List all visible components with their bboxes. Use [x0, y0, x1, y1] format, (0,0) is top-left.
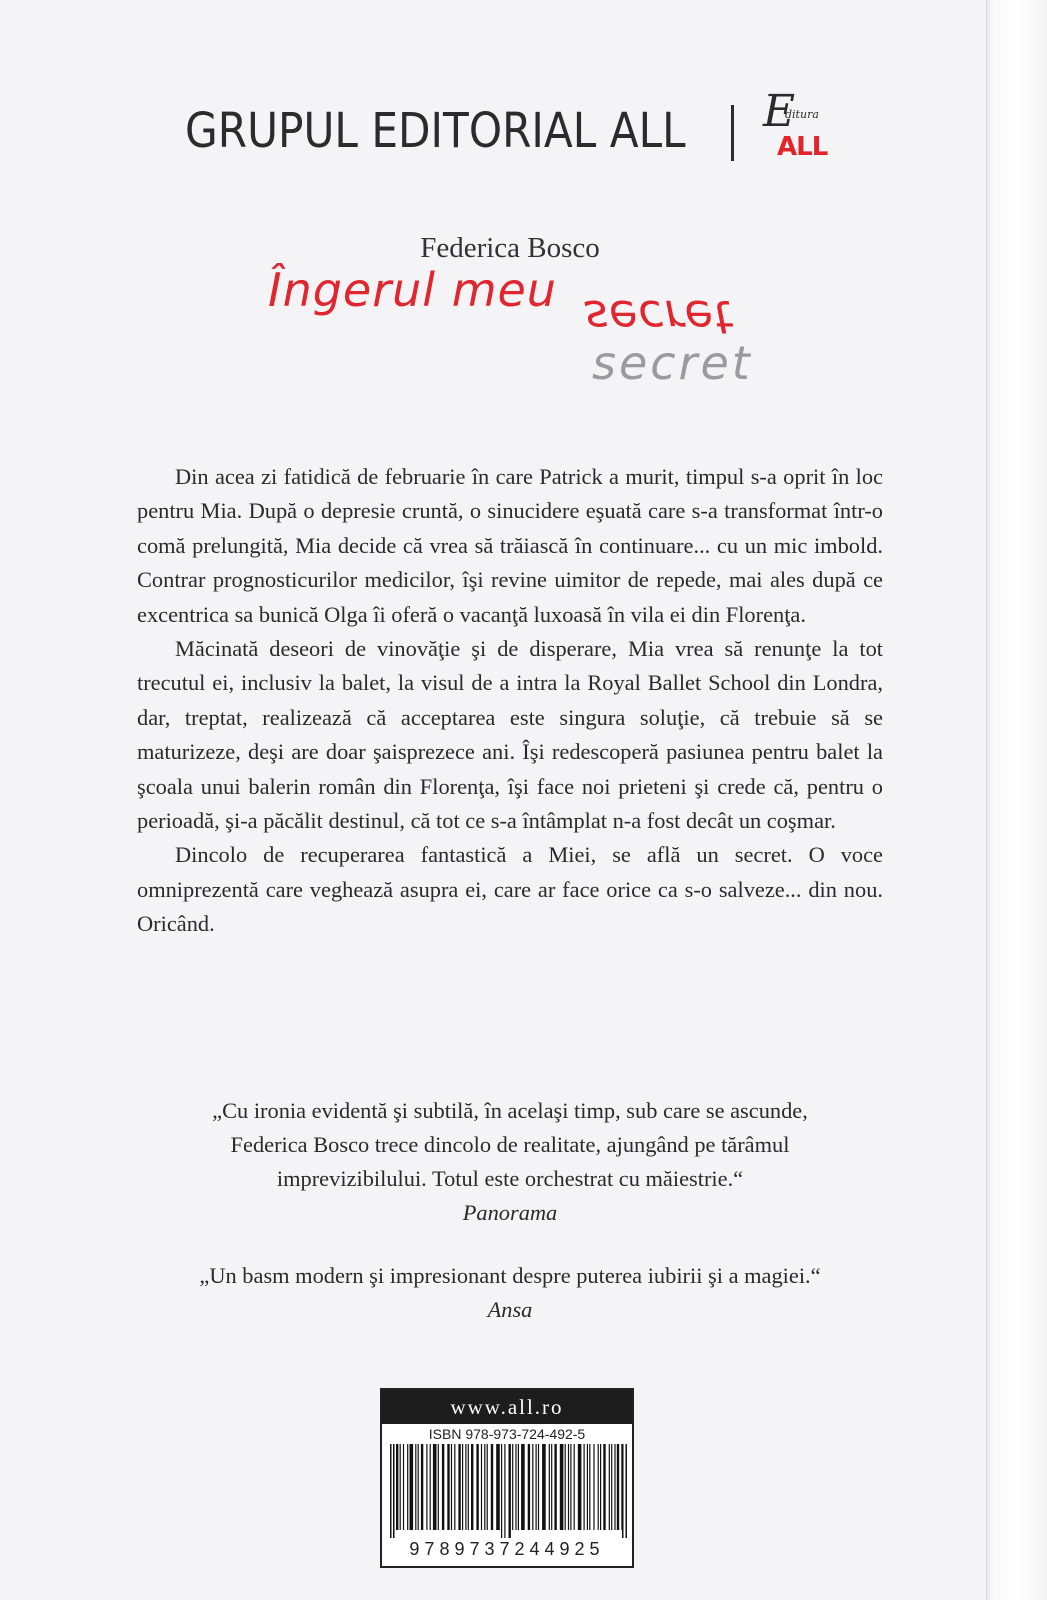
barcode-bar [532, 1444, 533, 1530]
barcode-bar [471, 1444, 473, 1530]
barcode-bar [574, 1444, 575, 1530]
book-title-mirrored-word: secret [584, 290, 733, 344]
review-line: imprevizibilului. Totul este orchestrat cu măiestrie.“ [276, 1166, 744, 1191]
book-title: Îngerul meu [268, 263, 557, 317]
editura-all-logo [755, 86, 835, 170]
barcode-bar [454, 1444, 455, 1530]
barcode-bar [501, 1444, 502, 1538]
barcode-bar [614, 1444, 615, 1530]
barcode-bar [549, 1444, 550, 1530]
barcode-bar [403, 1444, 404, 1530]
book-title-secret-word: secret [592, 336, 753, 390]
isbn-barcode-box [380, 1388, 634, 1568]
barcode-bar [600, 1444, 601, 1530]
logo-all-text: ALL [777, 132, 828, 162]
logo-editura-text: ditura [785, 108, 819, 121]
barcode-bar [390, 1444, 392, 1538]
barcode-bar [396, 1444, 398, 1530]
barcode-bar [622, 1444, 624, 1538]
barcode-bar [598, 1444, 599, 1530]
press-reviews [0, 1094, 1020, 1327]
barcode-bar [611, 1444, 612, 1530]
barcode-bar [430, 1444, 431, 1530]
review-source: Ansa [487, 1297, 533, 1322]
barcode-bar [393, 1444, 395, 1538]
barcode-bar [481, 1444, 482, 1530]
barcode-bar [603, 1444, 605, 1530]
barcode-bar [468, 1444, 469, 1530]
barcode-bar [491, 1444, 493, 1530]
barcode-bar [512, 1444, 513, 1530]
barcode-bar [504, 1444, 505, 1538]
barcode-bar [570, 1444, 571, 1530]
barcode-bar [465, 1444, 466, 1530]
logo-script-letter: E [763, 86, 796, 137]
barcode-bar [518, 1444, 519, 1530]
blurb-paragraph: Dincolo de recuperarea fantastică a Miei, se află un secret. O voce omniprezentă care veghează asupra ei, care ar face orice ca s-o salveze... din nou. Oricând. [137, 842, 883, 937]
barcode-bar [626, 1444, 628, 1538]
review-source: Panorama [462, 1200, 558, 1225]
barcode-bar [589, 1444, 590, 1530]
barcode-bar [584, 1444, 585, 1530]
barcode-bar [515, 1444, 516, 1530]
barcode-bar [565, 1444, 566, 1530]
barcode-bar [410, 1444, 414, 1530]
barcode-bar [484, 1444, 485, 1530]
barcode-bar [496, 1444, 500, 1530]
book-blurb [137, 460, 883, 942]
author-name: Federica Bosco [420, 232, 600, 264]
review-line: „Cu ironia evidentă şi subtilă, în acelaşi timp, sub care se ascunde, [212, 1098, 808, 1123]
barcode-bar [554, 1444, 556, 1530]
barcode-bar [458, 1444, 460, 1530]
barcode-bar [609, 1444, 610, 1530]
isbn-number: ISBN 978-973-724-492-5 [428, 1426, 586, 1442]
blurb-paragraph: Măcinată deseori de vinovăţie şi de disperare, Mia vrea să renunţe la tot trecutul ei, inclusiv la balet, la visul de a intra la Royal Ballet School din Londra, dar, treptat, realizează că acceptarea este singura soluţie, că trebuie să se maturizeze, deşi are doar şaisprezece ani. Îşi redescoperă pasiunea pentru balet la şcoala unui balerin român din Florenţa, îşi face noi prieteni şi crede că, pentru o perioadă, şi-a păcălit destinul, că tot ce s-a întâmplat n-a fost decât un coşmar. [137, 636, 883, 834]
barcode-bar [487, 1444, 488, 1530]
barcode-bar [521, 1444, 525, 1530]
review-quote [0, 1259, 1020, 1327]
barcode-bar [442, 1444, 444, 1530]
barcode-bar [476, 1444, 478, 1530]
barcode-bar [617, 1444, 619, 1530]
blurb-paragraph: Din acea zi fatidică de februarie în care Patrick a murit, timpul s-a oprit în loc pentru Mia. După o depresie cruntă, o sinucidere eşuată care s-a transformat într-o comă prelungită, Mia decide că vrea să trăiască în continuare... cu un mic imbold. Contrar prognosticurilor medicilor, îşi revine uimitor de repede, mai ales după ce excentrica sa bunică Olga îi oferă o vacanţă luxoasă în vila ei din Florenţa. [137, 464, 883, 627]
barcode-bar [578, 1444, 582, 1530]
barcode-bar [433, 1444, 437, 1530]
review-quote [0, 1094, 1020, 1230]
barcode-bar [509, 1444, 511, 1538]
barcode-bar [542, 1444, 546, 1530]
barcode-bar [418, 1444, 419, 1530]
barcode-bar [421, 1444, 423, 1530]
barcode-bar [447, 1444, 449, 1530]
barcode-bar [528, 1444, 530, 1530]
barcode-bar [551, 1444, 552, 1530]
website-url: www.all.ro [382, 1390, 632, 1424]
barcode-bar [587, 1444, 588, 1530]
barcode-bar [568, 1444, 569, 1530]
barcode-bar [538, 1444, 539, 1530]
review-line: „Un basm modern şi impresionant despre puterea iubirii şi a magiei.“ [199, 1263, 821, 1288]
review-line: Federica Bosco trece dincolo de realitate, ajungând pe tărâmul [230, 1132, 790, 1157]
publisher-header [185, 85, 865, 175]
barcode-bar [451, 1444, 452, 1530]
barcode-bar [536, 1444, 537, 1530]
barcode-bar [426, 1444, 427, 1530]
barcode-bar [407, 1444, 408, 1530]
publisher-name: GRUPUL EDITORIAL ALL [185, 103, 686, 159]
barcode-bar [560, 1444, 564, 1530]
header-divider [731, 105, 734, 161]
barcode-bar [462, 1444, 463, 1530]
barcode-bar [593, 1444, 594, 1530]
barcode-bar [438, 1444, 439, 1530]
barcode-digits: 9789737244925 [409, 1539, 605, 1559]
barcode-bar [415, 1444, 416, 1530]
barcode-bar [400, 1444, 401, 1530]
barcode-bars [388, 1444, 628, 1538]
